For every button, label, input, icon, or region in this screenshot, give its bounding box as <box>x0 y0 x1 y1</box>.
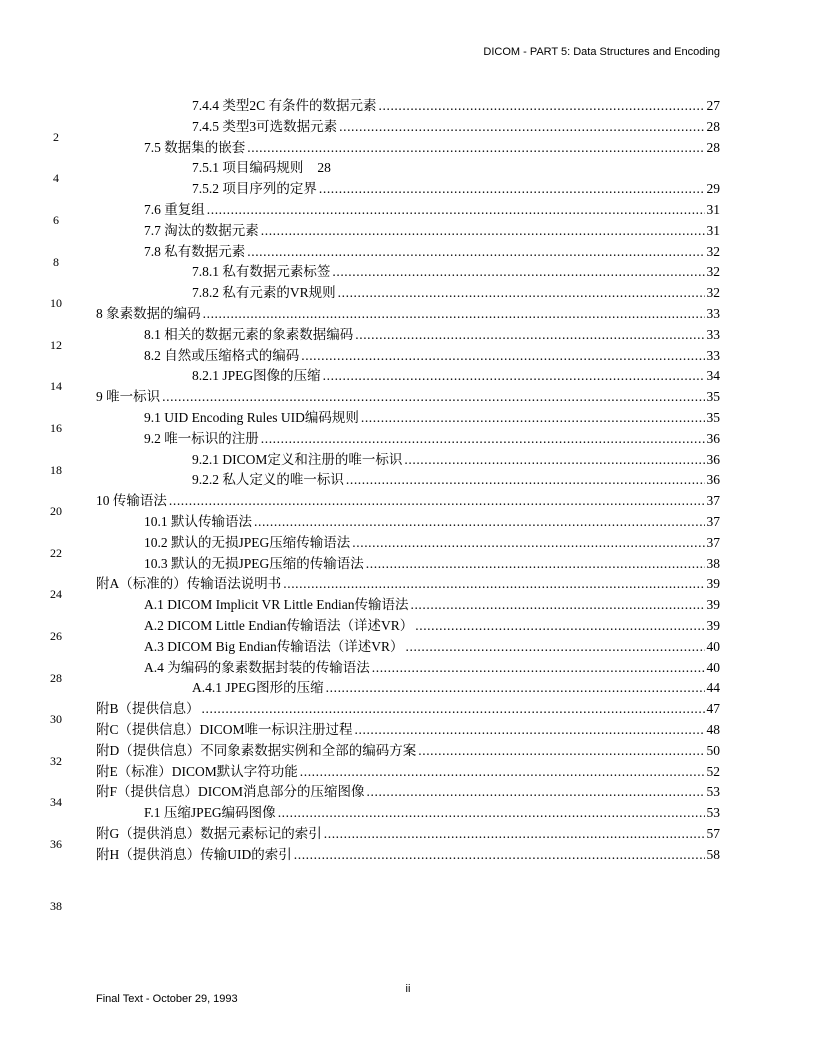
toc-entry-title: A.3 DICOM Big Endian传输语法（详述VR） <box>144 638 404 654</box>
toc-entry[interactable] <box>144 200 720 221</box>
toc-entry-title: 附H（提供消息）传输UID的索引 <box>96 846 292 862</box>
toc-entry[interactable] <box>144 242 720 263</box>
toc-entry[interactable] <box>192 470 720 491</box>
dot-leader <box>278 803 705 824</box>
line-number: 4 <box>53 171 59 186</box>
toc-entry-title: 7.4.4 类型2C 有条件的数据元素 <box>192 98 377 113</box>
toc-row <box>0 346 816 367</box>
dot-leader <box>207 200 705 221</box>
toc-entry-title: 8.2 自然或压缩格式的编码 <box>144 347 300 363</box>
toc-row <box>0 387 816 408</box>
toc-row <box>0 533 816 560</box>
dot-leader <box>404 450 704 471</box>
toc-row <box>0 845 816 866</box>
toc-entry-page: 36 <box>706 430 720 446</box>
toc-row <box>0 865 816 886</box>
toc-entry-page: 39 <box>706 576 720 592</box>
dot-leader <box>247 138 704 159</box>
toc-row <box>0 200 816 227</box>
toc-row <box>0 325 816 352</box>
toc-entry-page: 33 <box>706 347 720 363</box>
toc-entry-title: 7.8.1 私有数据元素标签 <box>192 264 331 280</box>
toc-row <box>0 304 816 325</box>
line-number: 18 <box>50 462 62 477</box>
dot-leader <box>339 117 704 138</box>
toc-entry[interactable] <box>192 96 720 117</box>
toc-entry-page: 52 <box>706 763 720 779</box>
toc-entry-page: 28 <box>317 160 331 176</box>
dot-leader <box>254 512 705 533</box>
toc-entry-page: 48 <box>706 721 720 737</box>
line-number: 2 <box>53 129 59 144</box>
toc-entry-page: 36 <box>706 472 720 488</box>
toc-entry[interactable] <box>144 554 720 575</box>
toc-entry-page: 33 <box>706 326 720 342</box>
toc-entry[interactable] <box>144 803 720 824</box>
toc-entry[interactable] <box>192 678 720 699</box>
line-number: 20 <box>50 504 62 519</box>
dot-leader <box>418 741 704 762</box>
dot-leader <box>367 782 705 803</box>
dot-leader <box>301 346 704 367</box>
toc-entry-page: 36 <box>706 451 720 467</box>
toc-row <box>0 491 816 519</box>
toc-row <box>0 117 816 144</box>
toc-entry-page: 28 <box>706 139 720 155</box>
dot-leader <box>247 242 704 263</box>
toc-row <box>0 96 816 117</box>
dot-leader <box>366 554 705 575</box>
line-number: 32 <box>50 753 62 768</box>
toc-entry-page: 58 <box>706 846 720 862</box>
toc-entry-title: 附G（提供消息）数据元素标记的索引 <box>96 825 322 841</box>
toc-entry-title: 7.5.2 项目序列的定界 <box>192 181 317 197</box>
toc-entry-page: 37 <box>706 493 720 509</box>
dot-leader <box>324 824 705 845</box>
toc-row <box>0 470 816 491</box>
toc-entry[interactable] <box>192 158 331 179</box>
toc-entry-title: 9.2.2 私人定义的唯一标识 <box>192 472 344 488</box>
toc-entry-title: 附E（标准）DICOM默认字符功能 <box>96 763 298 779</box>
toc-entry[interactable] <box>144 637 720 658</box>
toc-entry-title: 9 唯一标识 <box>96 389 161 405</box>
toc-entry[interactable] <box>96 491 720 512</box>
line-number: 16 <box>50 420 62 435</box>
toc-entry-page: 31 <box>706 222 720 238</box>
toc-entry[interactable] <box>144 221 720 242</box>
line-number: 38 <box>50 899 62 914</box>
toc-row <box>0 803 816 824</box>
toc-entry-title: 8 象素数据的编码 <box>96 305 201 321</box>
toc-row <box>0 158 816 186</box>
dot-leader <box>300 762 705 783</box>
toc-entry-title: A.2 DICOM Little Endian传输语法（详述VR） <box>144 617 414 633</box>
line-number: 12 <box>50 337 62 352</box>
dot-leader <box>323 366 705 387</box>
toc-row <box>0 637 816 658</box>
dot-leader <box>162 387 704 408</box>
dot-leader <box>202 699 705 720</box>
toc-entry[interactable] <box>192 117 720 138</box>
toc-entry[interactable] <box>192 179 720 200</box>
toc-entry-title: A.4 为编码的象素数据封装的传输语法 <box>144 659 370 675</box>
toc-entry-title: F.1 压缩JPEG编码图像 <box>144 805 276 821</box>
toc-entry-title: 附C（提供信息）DICOM唯一标识注册过程 <box>96 721 353 737</box>
toc-entry-title: 10 传输语法 <box>96 493 167 509</box>
toc-row <box>0 741 816 768</box>
dot-leader <box>203 304 705 325</box>
toc-row <box>0 450 816 477</box>
toc-entry-page: 27 <box>706 98 720 113</box>
toc-entry-title: A.1 DICOM Implicit VR Little Endian传输语法 <box>144 597 409 613</box>
toc-entry[interactable] <box>192 450 720 471</box>
toc-row <box>0 782 816 810</box>
toc-entry[interactable] <box>144 512 720 533</box>
toc-entry-page: 40 <box>706 638 720 654</box>
toc-row <box>0 595 816 616</box>
dot-leader <box>294 845 705 866</box>
toc-entry-page: 39 <box>706 617 720 633</box>
table-of-contents <box>0 96 816 914</box>
toc-row <box>0 616 816 643</box>
line-number: 14 <box>50 379 62 394</box>
toc-entry-title: 附B（提供信息） <box>96 701 200 717</box>
toc-entry[interactable] <box>96 387 720 408</box>
toc-entry-page: 28 <box>706 118 720 134</box>
toc-row <box>0 886 816 914</box>
toc-row <box>0 658 816 685</box>
toc-entry-page: 34 <box>706 368 720 384</box>
toc-entry-page: 33 <box>706 305 720 321</box>
toc-entry[interactable] <box>192 262 720 283</box>
dot-leader <box>169 491 705 512</box>
toc-entry-page: 44 <box>706 680 720 696</box>
toc-row <box>0 512 816 533</box>
line-number: 34 <box>50 795 62 810</box>
toc-entry[interactable] <box>96 720 720 741</box>
toc-entry[interactable] <box>144 533 720 554</box>
toc-entry-title: 8.1 相关的数据元素的象素数据编码 <box>144 326 354 342</box>
toc-row <box>0 408 816 435</box>
toc-row <box>0 720 816 741</box>
dot-leader <box>352 533 704 554</box>
toc-entry-title: 附D（提供信息）不同象素数据实例和全部的编码方案 <box>96 742 417 758</box>
toc-entry[interactable] <box>144 429 720 450</box>
toc-entry-title: 附F（提供信息）DICOM消息部分的压缩图像 <box>96 784 365 800</box>
toc-entry[interactable] <box>96 574 720 595</box>
line-number: 26 <box>50 628 62 643</box>
toc-entry-page: 50 <box>706 742 720 758</box>
toc-entry-title: 9.2 唯一标识的注册 <box>144 430 259 446</box>
toc-entry-page: 37 <box>706 534 720 550</box>
toc-row <box>0 762 816 783</box>
toc-entry-page: 40 <box>706 659 720 675</box>
dot-leader <box>410 595 704 616</box>
toc-row <box>0 366 816 394</box>
toc-entry[interactable] <box>96 699 720 720</box>
toc-row <box>0 699 816 727</box>
dot-leader <box>261 429 705 450</box>
dot-leader <box>346 470 705 491</box>
dot-leader <box>372 658 705 679</box>
line-number: 30 <box>50 712 62 727</box>
dot-leader <box>332 262 704 283</box>
toc-entry[interactable] <box>192 283 720 304</box>
toc-row <box>0 678 816 699</box>
toc-entry-title: 7.7 淘汰的数据元素 <box>144 222 259 238</box>
line-number: 10 <box>50 296 62 311</box>
toc-entry-page: 47 <box>706 701 720 717</box>
toc-entry[interactable] <box>144 616 720 637</box>
dot-leader <box>355 720 705 741</box>
toc-entry[interactable] <box>144 346 720 367</box>
footer-date: Final Text - October 29, 1993 <box>96 993 238 1005</box>
dot-leader <box>338 283 705 304</box>
toc-entry-page: 37 <box>706 513 720 529</box>
toc-entry-page: 35 <box>706 389 720 405</box>
toc-entry-page: 53 <box>706 784 720 800</box>
line-number: 22 <box>50 545 62 560</box>
toc-entry-title: 附A（标准的）传输语法说明书 <box>96 576 282 592</box>
toc-entry-title: 9.1 UID Encoding Rules UID编码规则 <box>144 409 359 425</box>
toc-entry-page: 38 <box>706 555 720 571</box>
line-number: 6 <box>53 212 59 227</box>
toc-entry-title: 10.2 默认的无损JPEG压缩传输语法 <box>144 534 351 550</box>
toc-entry-page: 35 <box>706 409 720 425</box>
toc-entry-page: 29 <box>706 181 720 197</box>
toc-entry[interactable] <box>144 325 720 346</box>
toc-row <box>0 283 816 311</box>
dot-leader <box>326 678 705 699</box>
line-number: 36 <box>50 836 62 851</box>
dot-leader <box>361 408 705 429</box>
toc-entry[interactable] <box>144 138 720 159</box>
toc-row <box>0 179 816 200</box>
dot-leader <box>261 221 705 242</box>
toc-entry[interactable] <box>96 824 720 845</box>
dot-leader <box>379 96 705 117</box>
toc-entry[interactable] <box>144 408 720 429</box>
toc-entry-page: 32 <box>706 264 720 280</box>
dot-leader <box>319 179 705 200</box>
line-number: 28 <box>50 670 62 685</box>
toc-entry[interactable] <box>144 595 720 616</box>
toc-row <box>0 262 816 283</box>
toc-entry-title: 7.5 数据集的嵌套 <box>144 139 246 155</box>
toc-row <box>0 554 816 575</box>
toc-entry-title: 7.6 重复组 <box>144 201 205 217</box>
toc-entry[interactable] <box>96 762 720 783</box>
line-number: 8 <box>53 254 59 269</box>
toc-row <box>0 574 816 602</box>
toc-entry-title: 7.5.1 项目编码规则 <box>192 160 304 176</box>
toc-entry[interactable] <box>96 741 720 762</box>
toc-row <box>0 242 816 269</box>
toc-entry-page: 53 <box>706 805 720 821</box>
line-number: 24 <box>50 587 62 602</box>
toc-entry[interactable] <box>96 845 720 866</box>
toc-entry-page: 31 <box>706 201 720 217</box>
page-number: ii <box>405 983 411 995</box>
toc-entry-title: A.4.1 JPEG图形的压缩 <box>192 680 324 696</box>
toc-entry-title: 7.8 私有数据元素 <box>144 243 246 259</box>
toc-entry[interactable] <box>96 304 720 325</box>
toc-entry-title: 7.4.5 类型3可选数据元素 <box>192 118 338 134</box>
toc-entry[interactable] <box>192 366 720 387</box>
toc-entry-title: 10.1 默认传输语法 <box>144 513 252 529</box>
dot-leader <box>415 616 704 637</box>
toc-entry-title: 9.2.1 DICOM定义和注册的唯一标识 <box>192 451 403 467</box>
toc-entry-title: 10.3 默认的无损JPEG压缩的传输语法 <box>144 555 364 571</box>
dot-leader <box>355 325 704 346</box>
toc-row <box>0 429 816 450</box>
dot-leader <box>283 574 704 595</box>
running-header: DICOM - PART 5: Data Structures and Encoding <box>483 46 720 58</box>
toc-entry-page: 32 <box>706 243 720 259</box>
toc-row <box>0 221 816 242</box>
toc-entry-page: 39 <box>706 597 720 613</box>
toc-row <box>0 824 816 851</box>
toc-entry-title: 7.8.2 私有元素的VR规则 <box>192 285 336 301</box>
toc-entry-title: 8.2.1 JPEG图像的压缩 <box>192 368 321 384</box>
dot-leader <box>406 637 705 658</box>
toc-entry[interactable] <box>144 658 720 679</box>
toc-row <box>0 138 816 159</box>
toc-entry[interactable] <box>96 782 720 803</box>
toc-entry-page: 32 <box>706 285 720 301</box>
toc-entry-page: 57 <box>706 825 720 841</box>
